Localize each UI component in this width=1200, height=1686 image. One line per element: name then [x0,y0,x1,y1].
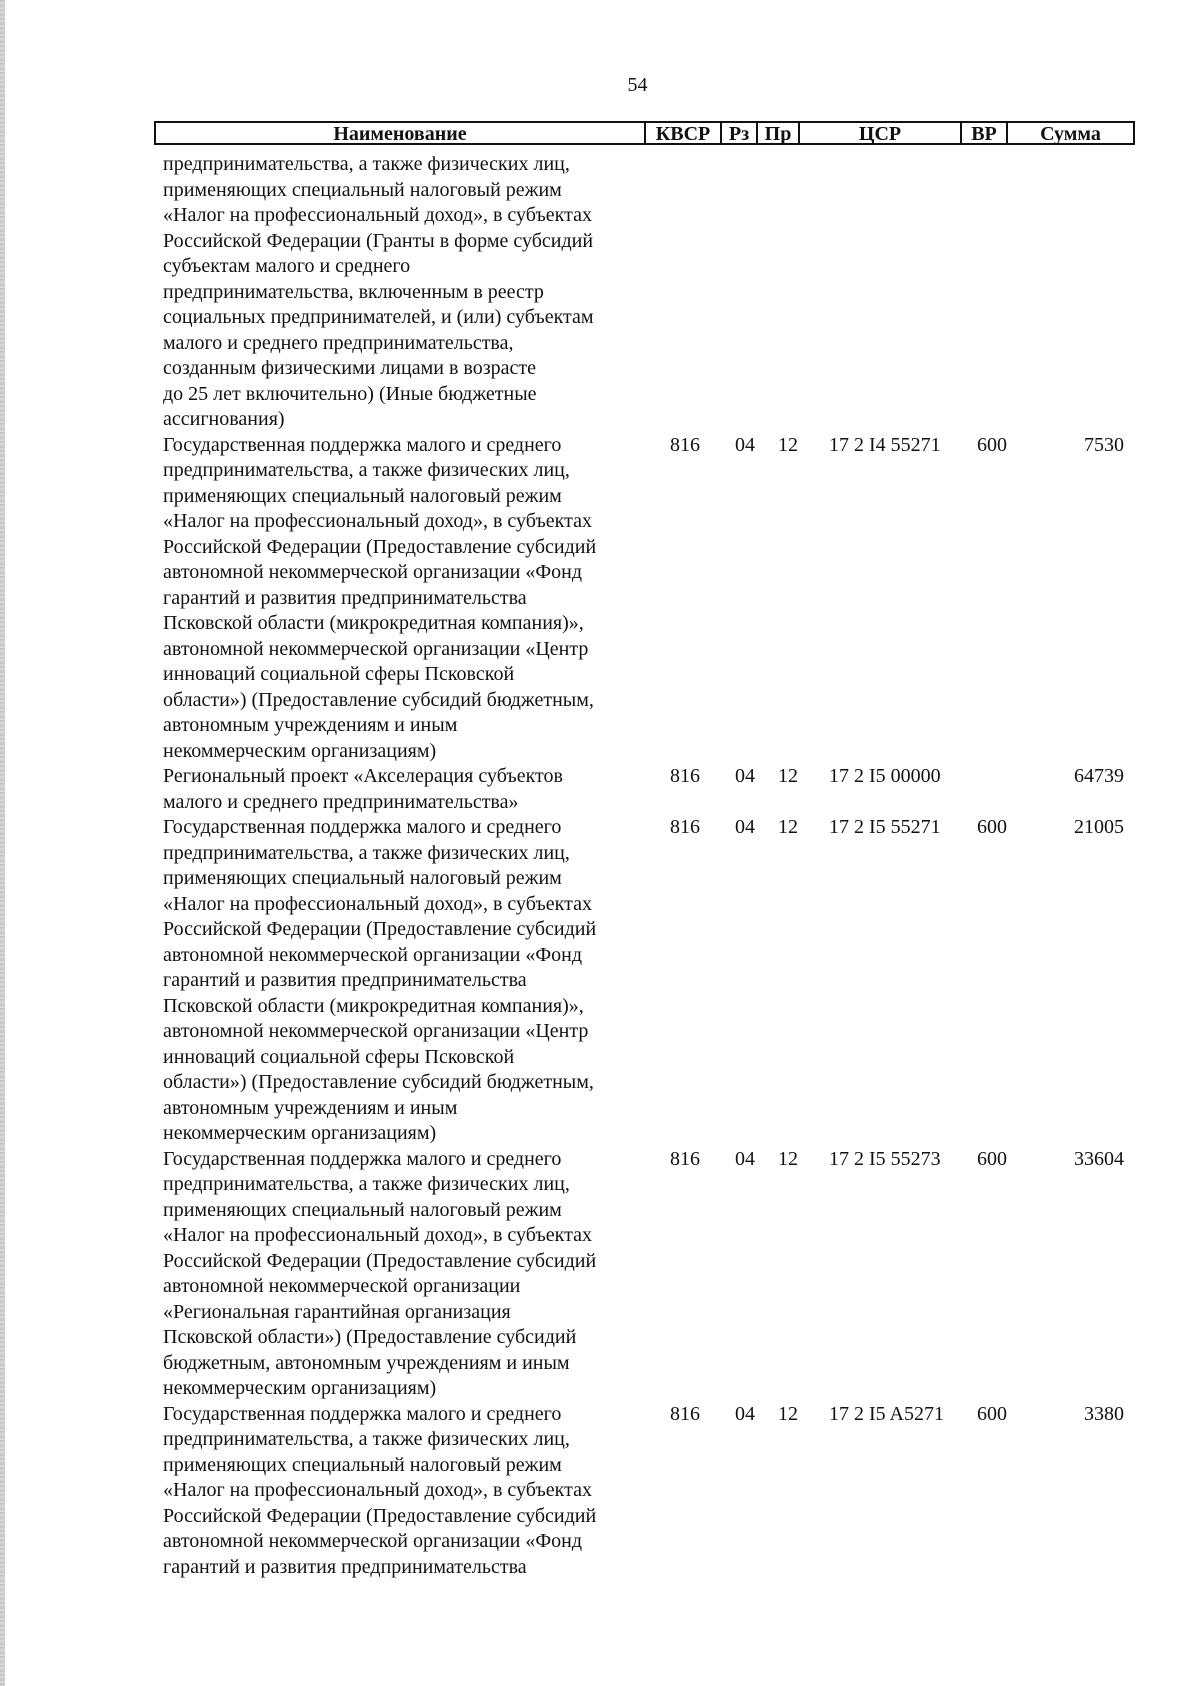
row-pr: 12 [778,433,798,456]
row-rz: 04 [735,816,755,838]
row-name: Государственная поддержка малого и среднего предпринимательства, а также физических лиц, применяющих специальный налоговый режим «Налог на профессиональный доход», в субъектах Российской Федерации (Предоставление субсидий автономной некоммерческой организации «Региональная гарантийная организация Псковской области») (Предоставление субсидий бюджетным, автономным учреждениям и иным некоммерческим организациям) [163,1147,597,1399]
table-header [154,121,1135,145]
header-name: Наименование [156,123,646,143]
row-sum: 3380 [1084,1402,1124,1425]
row-rz: 04 [735,433,755,456]
row-name: предпринимательства, а также физических лиц, применяющих специальный налоговый режим «Налог на профессиональный доход», в субъектах Российской Федерации (Гранты в форме субсидий субъектам малого и среднего предпринимательства, включенным в реестр социальных предпринимателей, и (или) субъектам малого и среднего предпринимательства, созданным физическими лицами в возрасте до 25 лет включительно) (Иные бюджетные ассигнования) [163,153,594,430]
row-sum: 7530 [1084,433,1124,456]
row-name: Государственная поддержка малого и среднего предпринимательства, а также физических лиц, применяющих специальный налоговый режим «Налог на профессиональный доход», в субъектах Российской Федерации (Предоставление субсидий автономной некоммерческой организации «Фонд гарантий и развития предпринимательства [163,1402,597,1578]
row-name: Региональный проект «Акселерация субъектов малого и среднего предпринимательства» [163,765,563,813]
page-number: 54 [627,74,648,96]
row-kvsr: 816 [670,1402,700,1425]
row-vr: 600 [977,1402,1007,1425]
row-pr: 12 [778,765,798,787]
row-vr: 600 [977,816,1007,838]
row-pr: 12 [778,1402,798,1425]
row-name: Государственная поддержка малого и среднего предпринимательства, а также физических лиц, применяющих специальный налоговый режим «Налог на профессиональный доход», в субъектах Российской Федерации (Предоставление субсидий автономной некоммерческой организации «Фонд гарантий и развития предпринимательства Псковской области (микрокредитная компания)», автономной некоммерческой организации «Центр инноваций социальной сферы Псковской области») (Предоставление субсидий бюджетным, автономным учреждениям и иным некоммерческим организациям) [163,816,597,1144]
table-row [0,152,1200,433]
row-sum: 21005 [1074,816,1124,838]
row-kvsr: 816 [670,765,700,787]
header-kvsr: КВСР [646,123,722,143]
row-rz: 04 [735,765,755,787]
table-row [0,1402,1200,1581]
row-kvsr: 816 [670,816,700,838]
row-csr: 17 2 I5 00000 [829,765,941,787]
table-row [0,433,1200,765]
header-rz: Рз [722,123,758,143]
table-row [0,1147,1200,1402]
row-vr: 600 [977,433,1007,456]
header-vr: ВР [962,123,1008,143]
row-csr: 17 2 I5 55271 [829,816,941,838]
row-name: Государственная поддержка малого и среднего предпринимательства, а также физических лиц, применяющих специальный налоговый режим «Налог на профессиональный доход», в субъектах Российской Федерации (Предоставление субсидий автономной некоммерческой организации «Фонд гарантий и развития предпринимательства Псковской области (микрокредитная компания)», автономной некоммерческой организации «Центр инноваций социальной сферы Псковской области») (Предоставление субсидий бюджетным, автономным учреждениям и иным некоммерческим организациям) [163,433,597,762]
table-row [0,764,1200,815]
table-body [0,152,1200,1580]
row-sum: 64739 [1074,765,1124,787]
row-pr: 12 [778,816,798,838]
row-kvsr: 816 [670,433,700,456]
row-csr: 17 2 I5 A5271 [829,1402,944,1425]
row-vr: 600 [977,1147,1007,1170]
row-rz: 04 [735,1147,755,1170]
header-pr: Пр [758,123,800,143]
header-csr: ЦСР [800,123,962,143]
row-sum: 33604 [1074,1147,1124,1170]
header-sum: Сумма [1040,123,1101,145]
row-pr: 12 [778,1147,798,1170]
table-row [0,815,1200,1147]
row-csr: 17 2 I4 55271 [829,433,941,456]
row-kvsr: 816 [670,1147,700,1170]
row-rz: 04 [735,1402,755,1425]
row-csr: 17 2 I5 55273 [829,1147,941,1170]
